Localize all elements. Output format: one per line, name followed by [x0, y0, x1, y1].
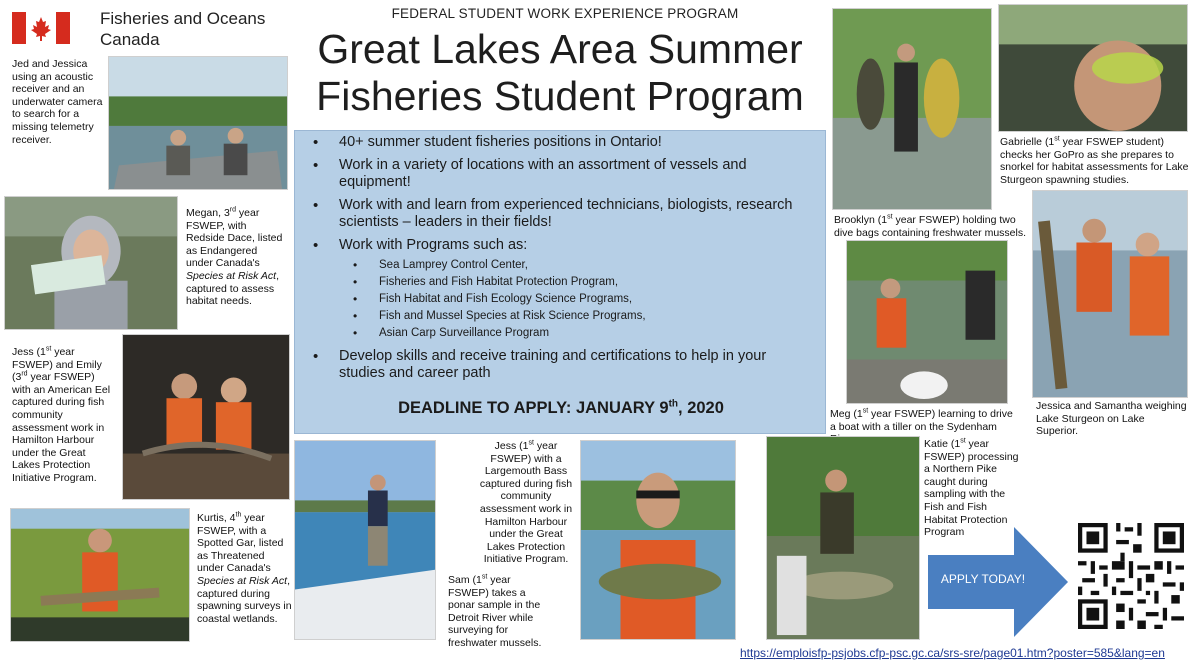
application-link[interactable]: https://emploisfp-psjobs.cfp-psc.gc.ca/srs-sre/page01.htm?poster=585&lang=en [740, 646, 1165, 660]
highlight-skills: • Develop skills and receive training and certifications to help in your studies and career path [309, 348, 814, 382]
program-highlights-list [309, 134, 814, 388]
highlight-locations: • Work in a variety of locations with an assortment of vessels and equipment! [309, 157, 814, 191]
info-panel [294, 130, 826, 434]
program-item: • Fish Habitat and Fish Ecology Science Programs, [353, 291, 814, 308]
caption-gabrielle: Gabrielle (1st year FSWEP student) checks her GoPro as she prepares to snorkel for habitat assessments for Lake Sturgeon spawning studies. [1000, 135, 1189, 186]
deadline-notice: DEADLINE TO APPLY: JANUARY 9th, 2020 [398, 398, 724, 417]
photo-katie [766, 436, 920, 640]
photo-brooklyn [832, 8, 992, 210]
program-item: • Fisheries and Fish Habitat Protection Program, [353, 274, 814, 291]
program-item: • Asian Carp Surveillance Program [353, 325, 814, 342]
photo-jess-bass [580, 440, 736, 640]
caption-meg: Meg (1st year FSWEP) learning to drive a boat with a tiller on the Sydenham [830, 407, 1013, 433]
program-item: • Fish and Mussel Species at Risk Science Programs, [353, 308, 814, 325]
photo-sam [294, 440, 436, 640]
programs-list [353, 257, 814, 342]
photo-meg [846, 240, 1008, 404]
photo-gabrielle [998, 4, 1188, 132]
photo-jessica-samantha [1032, 190, 1188, 398]
program-item: • Sea Lamprey Control Center, [353, 257, 814, 274]
page-title: Great Lakes Area Summer Fisheries Student Program [316, 26, 804, 119]
photo-jed-jessica [108, 56, 288, 190]
caption-jess-bass: Jess (1st year FSWEP) with a Largemouth Bass captured during fish community assessment work in Hamilton Harbour under the Great Lakes Protection Initiative Program. [479, 439, 573, 566]
caption-jessica-samantha: Jessica and Samantha weighing Lake Sturgeon on Lake Superior. [1036, 400, 1187, 438]
caption-brooklyn: Brooklyn (1st year FSWEP) holding two dive bags containing freshwater mussels. [834, 213, 1027, 239]
caption-jed-jessica: Jed and Jessica using an acoustic receiver and an underwater camera to search for a missing telemetry receiver. [12, 58, 103, 146]
caption-sam: Sam (1st year FSWEP) takes a ponar sample in the Detroit River while surveying for freshwater mussels. [448, 573, 542, 649]
highlight-programs: • Work with Programs such as: • Sea Lamprey Control Center, • Fisheries and Fish Habitat Protection Program, • Fish Habitat and Fish Ecology Science Programs, • Fish and Mussel Species at Risk Science Programs, • Asian Carp Surveillance Program [309, 237, 814, 342]
caption-megan: Megan, 3rd year FSWEP, with Redside Dace, listed as Endangered under Canada's Species at Risk Act, captured to assess habitat needs. [186, 206, 283, 308]
apply-today-button-label[interactable]: APPLY TODAY! [940, 572, 1026, 586]
highlight-mentors: • Work with and learn from experienced technicians, biologists, research scientists – leaders in their fields! [309, 197, 814, 231]
photo-kurtis [10, 508, 190, 642]
program-tagline: FEDERAL STUDENT WORK EXPERIENCE PROGRAM [391, 6, 739, 21]
department-name: Fisheries and Oceans Canada [100, 9, 266, 49]
qr-code-icon[interactable] [1078, 523, 1184, 629]
caption-jess-emily: Jess (1st year FSWEP) and Emily (3rd year FSWEP) with an American Eel captured during fish community assessment work in Hamilton Harbour under the Great Lakes Protection Initiative Program. [12, 345, 111, 484]
photo-megan [4, 196, 178, 330]
canada-flag-logo [12, 12, 70, 44]
caption-kurtis: Kurtis, 4th year FSWEP, with a Spotted Gar, listed as Threatened under Canada's Species at Risk Act, captured during spawning surveys in coastal wetlands. [197, 511, 292, 625]
caption-katie: Katie (1st year FSWEP) processing a Northern Pike caught during sampling with the Fish and Fish Habitat Protection Program [924, 437, 1019, 539]
highlight-positions: • 40+ summer student fisheries positions in Ontario! [309, 134, 814, 151]
photo-jess-emily [122, 334, 290, 500]
